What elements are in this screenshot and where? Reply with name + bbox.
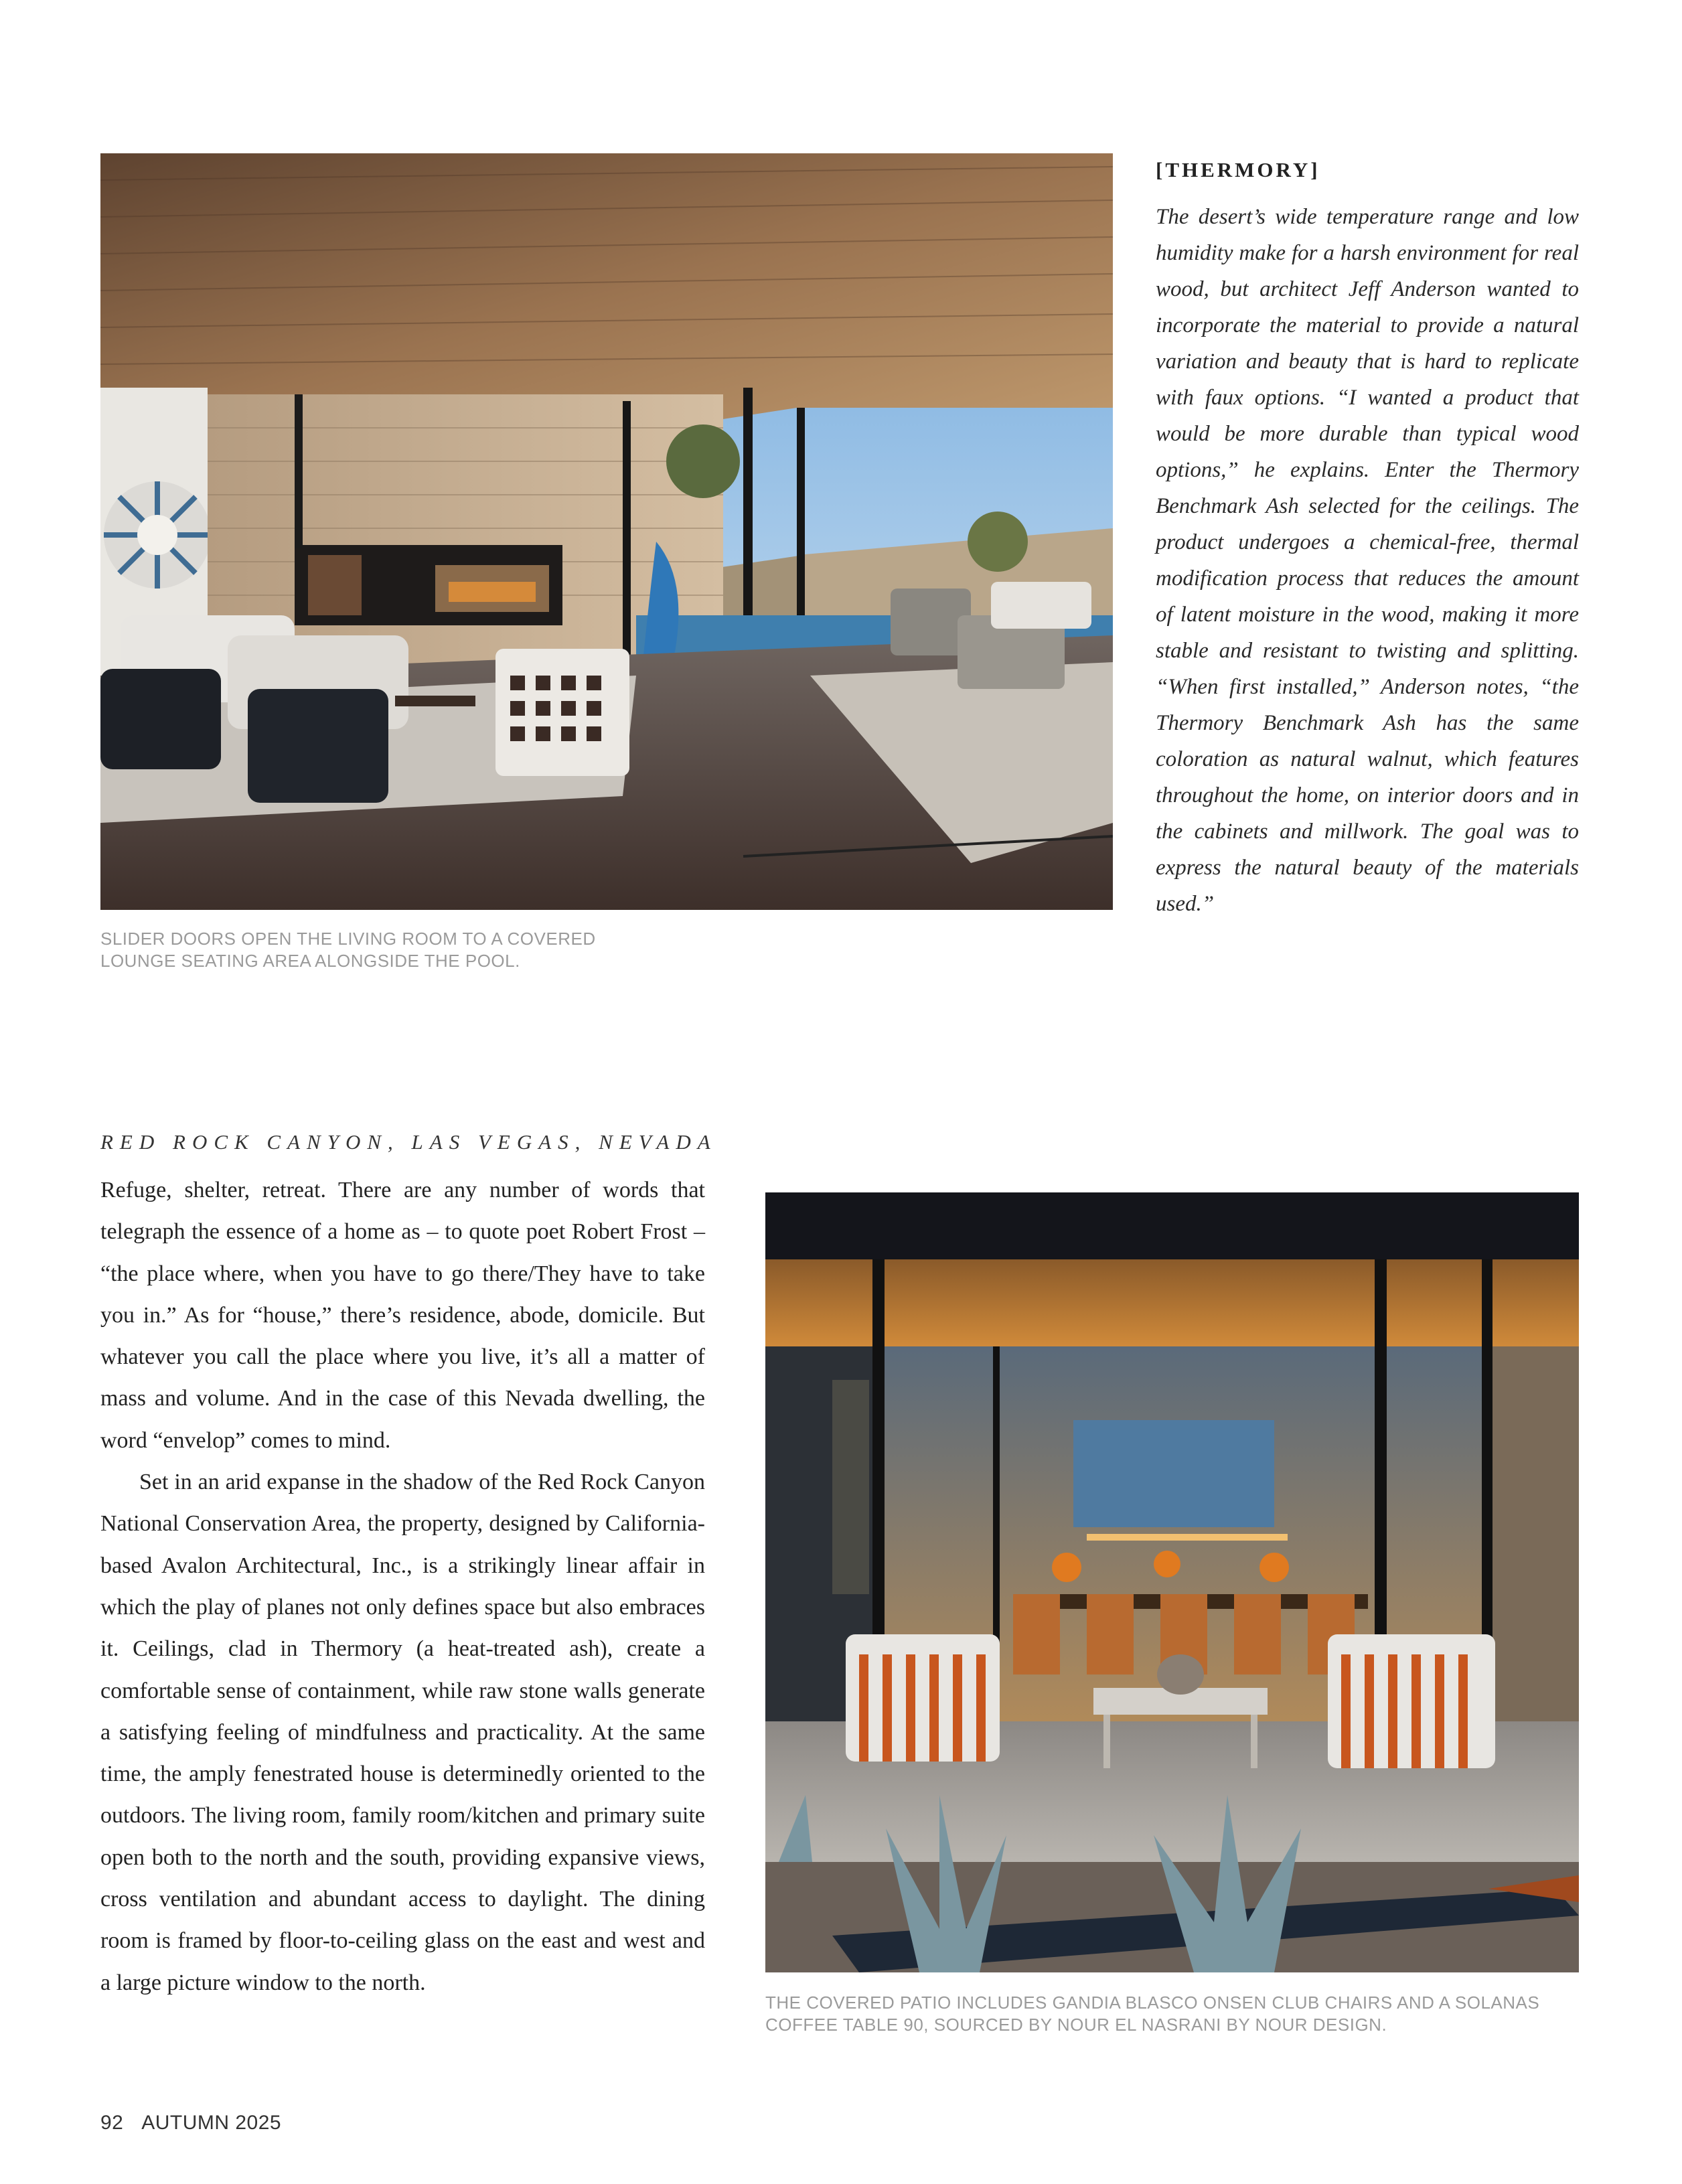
article-body [100, 1170, 705, 2004]
page-number: 92 [100, 2112, 124, 2134]
patio-caption: THE COVERED PATIO INCLUDES GANDIA BLASCO ONSEN CLUB CHAIRS AND A SOLANAS COFFEE TABLE 90, SOURCED BY NOUR EL NASRANI BY NOUR DESIGN. [765, 1993, 1540, 2035]
folio [100, 2112, 281, 2134]
patio-illustration [765, 1192, 1579, 1972]
living-room-illustration [100, 153, 1113, 910]
article-paragraph-1: Refuge, shelter, retreat. There are any number of words that telegraph the essence of a home as – to quote poet Robert Frost – “the place where, when you have to go there/They have to take you in.” As for “house,” there’s residence, abode, domicile. But whatever you call the place where you live, it’s all a matter of mass and volume. And in the case of this Nevada dwelling, the word “envelop” comes to mind. [100, 1178, 705, 1453]
patio-photo [765, 1192, 1579, 1972]
living-room-caption: SLIDER DOORS OPEN THE LIVING ROOM TO A COVERED LOUNGE SEATING AREA ALONGSIDE THE POOL. [100, 929, 596, 971]
living-room-photo [100, 153, 1113, 910]
issue-label: AUTUMN 2025 [141, 2112, 282, 2134]
article-paragraph-2: Set in an arid expanse in the shadow of the Red Rock Canyon National Conservation Area, the property, designed by California-based Avalon Architectural, Inc., is a strikingly linear affair in which the play of planes not only defines space but also embraces it. Ceilings, clad in Thermory (a heat-treated ash), create a comfortable sense of containment, while raw stone walls generate a satisfying feeling of mindfulness and practicality. At the same time, the amply fenestrated house is determinedly oriented to the outdoors. The living room, family room/kitchen and primary suite open both to the north and the south, providing expansive views, cross ventilation and abundant access to daylight. The dining room is framed by floor-to-ceiling glass on the east and west and a large picture window to the north. [100, 1470, 705, 1995]
sidebar-body: The desert’s wide temperature range and low humidity make for a harsh environment for real wood, but architect Jeff Anderson wanted to incorporate the material to provide a natural variation and beauty that is hard to replicate with faux options. “I wanted a product that would be more durable than typical wood options,” he explains. Enter the Thermory Benchmark Ash selected for the ceilings. The product undergoes a chemical-free, thermal modification process that reduces the amount of latent moisture in the wood, making it more stable and resistant to twisting and splitting. “When first installed,” Anderson notes, “the Thermory Benchmark Ash has the same coloration as natural walnut, which features throughout the home, on interior doors and in the cabinets and millwork. The goal was to express the natural beauty of the materials used.” [1156, 205, 1579, 916]
location-kicker: RED ROCK CANYON, LAS VEGAS, NEVADA [100, 1130, 717, 1154]
sidebar-heading: [THERMORY] [1156, 158, 1320, 181]
